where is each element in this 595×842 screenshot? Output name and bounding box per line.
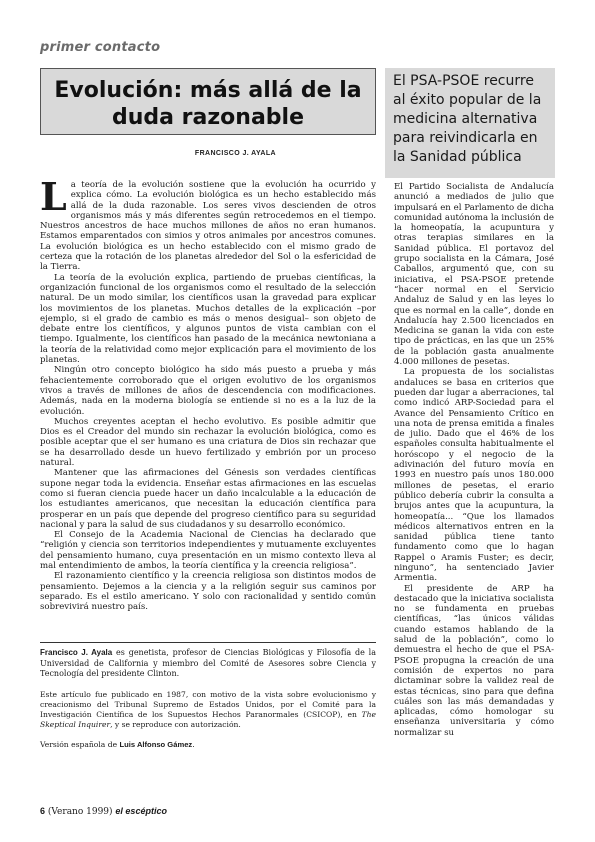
article-paragraph: Mantener que las afirmaciones del Génesis son verdades científicas supone negar toda la evidencia. Enseñar estas afirmaciones en las escuelas como si fueran ciencia puede hacer un daño incalculable a la educación de los estudiantes americanos, que necesitan la educación científica para prosperar en un país que depende del progreso científico para su seguridad nacional y para la salud de sus ciudadanos y su desarrollo económico. [40,468,376,530]
bio-name: Francisco J. Ayala [40,648,113,657]
article-paragraph: El razonamiento científico y la creencia religiosa son distintos modos de pensamiento. Dejemos a la ciencia y a la religión seguir sus caminos por separado. Es el estilo americano. Y solo con racionalidad y sentido común sobrevivirá nuestro país. [40,571,376,613]
page-footer [40,806,167,817]
issue-label: (Verano 1999) [45,807,116,817]
bio-paragraph: Francisco J. Ayala es genetista, profesor de Ciencias Biológicas y Filosofía de la Universidad de California y miembro del Comité de Asesores sobre Ciencia y Tecnología del presidente Clinton. [40,648,376,678]
article-author: FRANCISCO J. AYALA [194,150,276,157]
article-paragraph: El Consejo de la Academia Nacional de Ciencias ha declarado que “religión y ciencia son territorios independientes y mutuamente excluyentes del pensamiento humano, cuya presentación en un mismo contexto lleva al mal entendimiento de ambos, la teoría científica y la creencia religiosa”. [40,530,376,571]
section-label: primer contacto [40,40,161,55]
article-header [40,68,376,157]
article-title: Evolución: más allá de la duda razonable [40,68,376,135]
sidebar-paragraph: El presidente de ARP ha destacado que la iniciativa socialista no se fundamenta en pruebas científicas, “las únicos válidas cuando estamos hablando de la salud de la población”, como lo demuestra el hecho de que el PSA-PSOE propugna la creación de una comisión de expertos no para dictaminar sobre la validez real de estas técnicas, sino para que defina cuáles son las más demandadas y aplicadas, cómo homologar su enseñanza universitaria y cómo normalizar su [394,583,554,738]
sidebar-paragraph: El Partido Socialista de Andalucía anunció a mediados de julio que impulsará en el Parlamento de dicha comunidad autónoma la inclusión de la homeopatía, la acupuntura y otras terapias similares en la Sanidad pública. El portavoz del grupo socialista en la Cámara, José Caballos, argumentó que, con su iniciativa, el PSA-PSOE pretende “hacer normal en el Servicio Andaluz de Salud y en las leyes lo que es normal en la calle”, donde en Andalucía hay 2.500 licenciados en Medicina se ganan la vida con este tipo de prácticas, en las que un 25% de la población gasta anualmente 4.000 millones de pesetas. [394,182,554,368]
article-paragraph: Ningún otro concepto biológico ha sido más puesto a prueba y más fehacientemente corroborado que el origen evolutivo de los organismos vivos a través de millones de años de descendencia con modificaciones. Además, nada en la moderna biología se entiende si no es a la luz de la evolución. [40,365,376,417]
author-bio [40,642,376,760]
magazine-name: el escéptico [115,806,167,816]
article-paragraph: La teoría de la evolución sostiene que la evolución ha ocurrido y explica cómo. La evolución biológica es un hecho establecido más allá de la duda razonable. Los seres vivos descienden de otros organismos más y más diferentes según retrocedemos en el tiempo. Nuestros ancestros de hace muchos millones de años no eran humanos. Estamos emparentados con simios y otros animales por ancestros comunes. La evolución biológica es un hecho establecido con el mismo grado de certeza que la rotación de los planetas alrededor del Sol o la esfericidad de la Tierra. [40,174,376,273]
publication-note: Este artículo fue publicado en 1987, con motivo de la vista sobre evolucionismo y creacionismo del Tribunal Supremo de Estados Unidos, por el Comité para la Investigación Científica de los Supuestos Hechos Paranormales (CSICOP), en The Skeptical Inquirer, y se reproduce con autorización. [40,689,376,729]
sidebar-headline: El PSA-PSOE recurre al éxito popular de la medicina alternativa para reivindicarla en la Sanidad pública [385,68,555,178]
translator-credit: Versión española de Luis Alfonso Gámez. [40,739,195,749]
sidebar-paragraph: La propuesta de los socialistas andaluces se basa en criterios que pueden dar lugar a aberraciones, tal como indicó ARP-Sociedad para el Avance del Pensamiento Crítico en una nota de prensa emitida a finales de julio. Dado que el 46% de los españoles consulta habitualmente el horóscopo y el negocio de la adivinación del futuro movía en 1993 en nuestro país unos 180.000 millones de pesetas, el erario público debería cubrir la consulta a brujos antes que la acupuntura, la homeopatía... “Que los llamados médicos alternativos entren en la sanidad pública tiene tanto fundamento como que lo hagan Rappel o Aramis Fuster; es decir, ninguno”, ha sentenciado Javier Armentia. [394,367,554,584]
article-paragraph: La teoría de la evolución explica, partiendo de pruebas científicas, la organización funcional de los organismos como el resultado de la selección natural. De un modo similar, los científicos usan la gravedad para explicar los movimientos de los planetas. Muchos detalles de la explicación –por ejemplo, si el grado de cambio es más o menos desigual– son objeto de debate entre los científicos, y algunos puntos de vista cambian con el tiempo. Igualmente, los científicos han pasado de la mecánica newtoniana a la teoría de la relatividad como mejor explicación para el movimiento de los planetas. [40,272,376,366]
sidebar-body [394,182,554,738]
article-paragraph: Muchos creyentes aceptan el hecho evolutivo. Es posible admitir que Dios es el Creador del mundo sin rechazar la evolución biológica, como es posible aceptar que el ser humano es una criatura de Dios sin rechazar que se ha desarrollado desde un huevo fertilizado y embrión por un proceso natural. [40,416,376,469]
drop-cap: L [40,174,67,219]
page-number: 6 [40,806,46,816]
article-body [40,174,376,613]
